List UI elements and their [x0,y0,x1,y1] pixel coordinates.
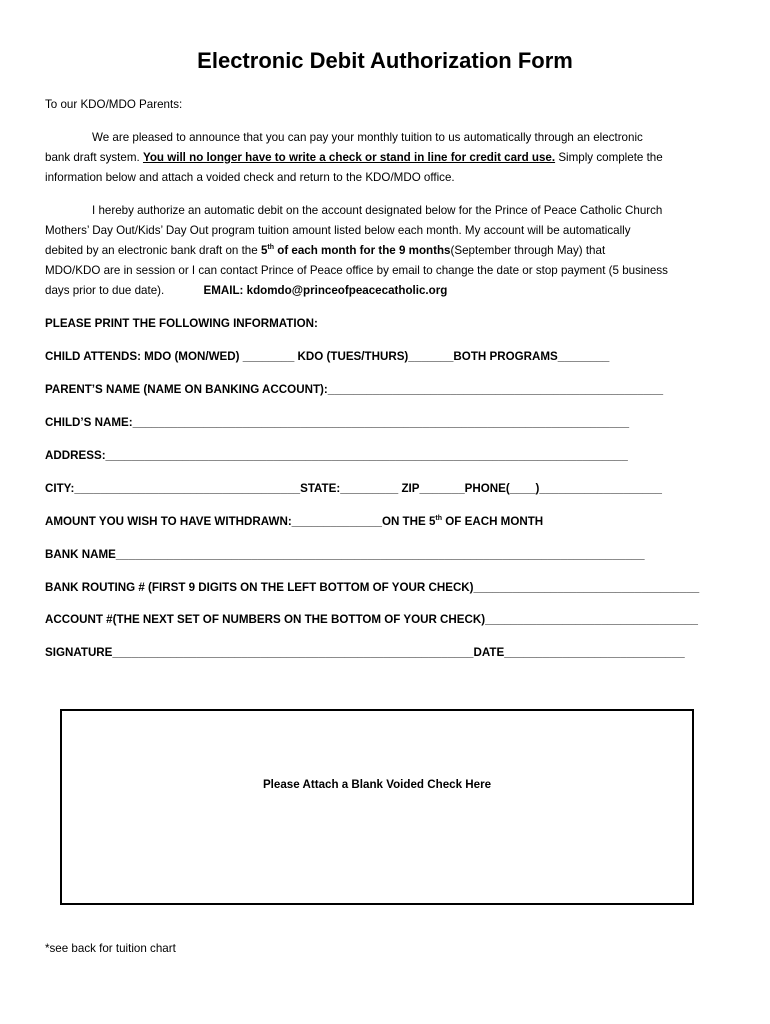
intro-emphasis: You will no longer have to write a check or stand in line for credit card use. [142,151,556,164]
amount-field[interactable] [45,514,543,530]
auth-line-5 [45,283,447,299]
greeting: To our KDO/MDO Parents: [45,98,183,111]
debit-schedule: of each month for the 9 months [277,244,451,257]
voided-check-label: Please Attach a Blank Voided Check Here [262,778,492,791]
signature-date-field[interactable]: SIGNATURE________________________________________________________DATE____________________________ [45,646,685,659]
child-attends-field[interactable]: CHILD ATTENDS: MDO (MON/WED) ________ KDO (TUES/THURS)_______BOTH PROGRAMS________ [45,350,610,363]
child-name-field[interactable]: CHILD’S NAME:_____________________________________________________________________________ [45,416,630,429]
debit-day: 5 [260,244,268,257]
auth-line-3 [45,243,605,259]
print-instruction: PLEASE PRINT THE FOLLOWING INFORMATION: [45,317,318,330]
voided-check-box [60,709,694,905]
form-title: Electronic Debit Authorization Form [197,48,573,73]
auth-line-1: I hereby authorize an automatic debit on the account designated below for the Prince of Peace Catholic Church [92,204,663,217]
auth-line-4: MDO/KDO are in session or I can contact Prince of Peace office by email to change the date or stop payment (5 business [45,264,668,277]
intro-line-2-a: bank draft system. [45,151,140,164]
amount-label: AMOUNT YOU WISH TO HAVE WITHDRAWN:______________ON THE 5 [45,515,436,528]
routing-number-field[interactable]: BANK ROUTING # (FIRST 9 DIGITS ON THE LEFT BOTTOM OF YOUR CHECK)___________________________________ [45,581,700,594]
amount-label-end: OF EACH MONTH [445,515,544,528]
contact-email: EMAIL: kdomdo@princeofpeacecatholic.org [203,284,448,297]
bank-name-field[interactable]: BANK NAME__________________________________________________________________________________ [45,548,645,561]
auth-line-5-text: days prior to due date). [45,284,165,297]
account-number-field[interactable]: ACCOUNT #(THE NEXT SET OF NUMBERS ON THE BOTTOM OF YOUR CHECK)_________________________________ [45,613,698,626]
auth-line-3-a: debited by an electronic bank draft on the [45,244,258,257]
intro-line-2 [45,150,663,166]
city-state-zip-phone-field[interactable]: CITY:___________________________________STATE:_________ ZIP_______PHONE(____)___________________ [45,482,662,495]
intro-line-1: We are pleased to announce that you can pay your monthly tuition to us automatically through an electronic [92,131,643,144]
auth-line-3-c: (September through May) that [450,244,606,257]
address-field[interactable]: ADDRESS:_________________________________________________________________________________ [45,449,628,462]
intro-line-3: information below and attach a voided check and return to the KDO/MDO office. [45,171,455,184]
amount-suffix: th [435,515,443,523]
footnote: *see back for tuition chart [45,942,176,955]
intro-line-2-c: Simply complete the [558,151,663,164]
parent-name-field[interactable]: PARENT’S NAME (NAME ON BANKING ACCOUNT):____________________________________________________ [45,383,664,396]
auth-line-2: Mothers’ Day Out/Kids’ Day Out program tuition amount listed below each month. My account will be automatically [45,224,631,237]
debit-day-suffix: th [267,244,274,252]
